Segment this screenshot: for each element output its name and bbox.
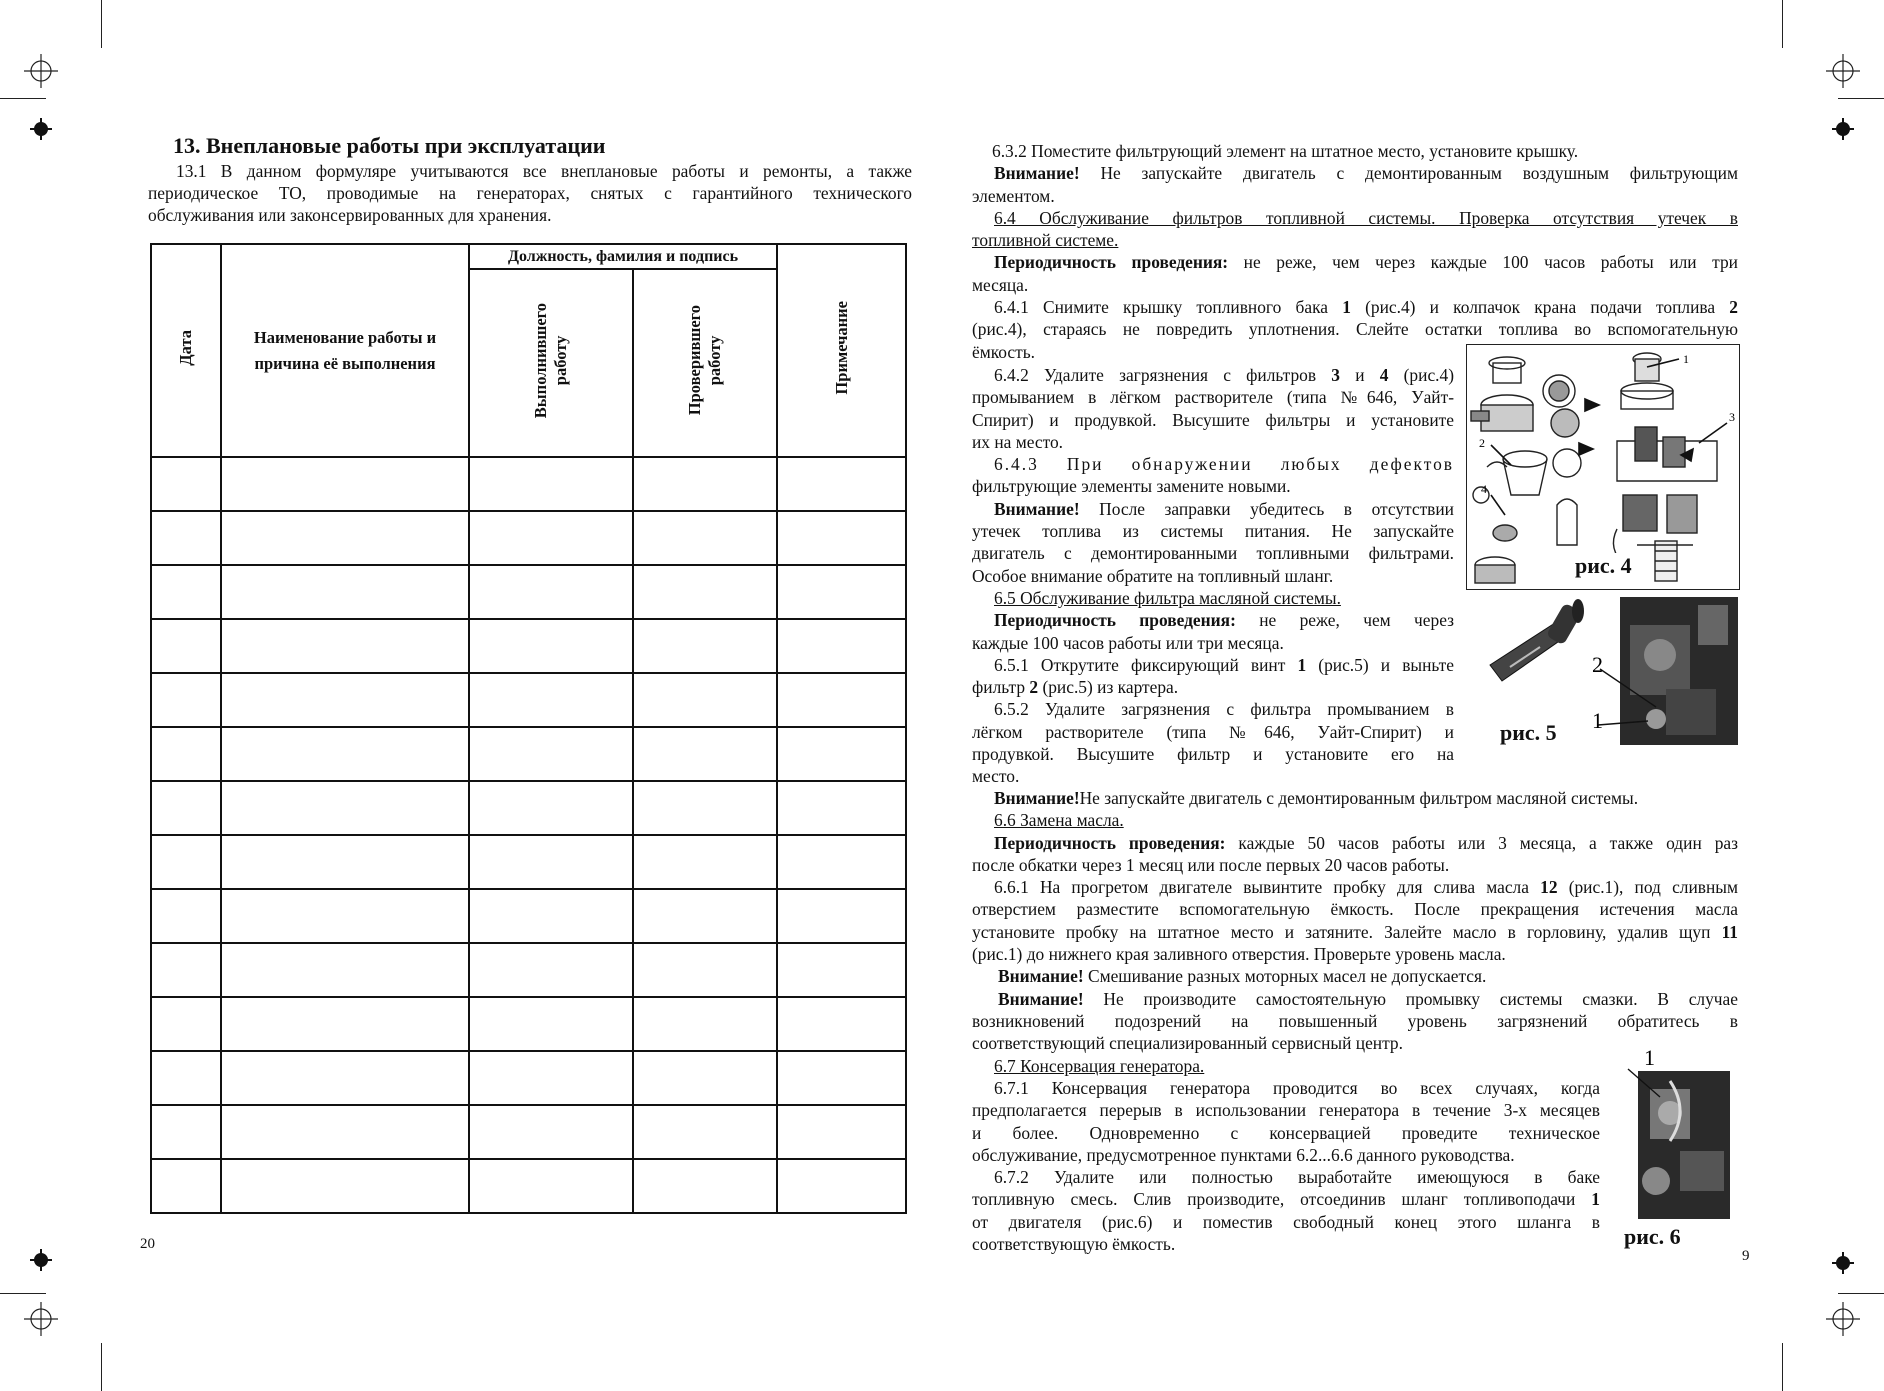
text-line: утечек топлива из системы питания. Не запускайте [972, 521, 1454, 542]
table-cell-empty[interactable] [469, 889, 633, 943]
text-line: установите пробку на штатное место и затяните. Залейте масло в горловину, удалив щуп 11 [972, 921, 1738, 942]
section-heading: 6.6 Замена масла. [994, 810, 1124, 831]
crop-mark [1782, 0, 1783, 48]
table-cell-empty[interactable] [221, 727, 469, 781]
text-line: после обкатки через 1 месяц или после первых 20 часов работы. [972, 854, 1450, 875]
table-cell-empty[interactable] [469, 673, 633, 727]
right-page-text-narrow-1 [972, 364, 1454, 788]
table-cell-empty[interactable] [469, 1051, 633, 1105]
text-line: ёмкость. [972, 341, 1036, 362]
text-line: Внимание! Не производите самостоятельную промывку системы смазки. В случае [998, 988, 1738, 1009]
registration-crosshair-icon [24, 1302, 58, 1336]
table-cell-empty[interactable] [221, 997, 469, 1051]
text-line: 6.4.2 Удалите загрязнения с фильтров 3 и 4 (рис.4) [994, 365, 1454, 385]
table-row [151, 673, 906, 727]
text-line: продувкой. Высушите фильтр и установите его на [972, 744, 1454, 765]
table-cell-empty[interactable] [777, 943, 906, 997]
table-cell-empty[interactable] [633, 1159, 777, 1213]
text-line: Внимание! После заправки убедитесь в отсутствии [994, 498, 1454, 519]
table-cell-empty[interactable] [151, 835, 221, 889]
table-cell-empty[interactable] [633, 1051, 777, 1105]
table-cell-empty[interactable] [469, 565, 633, 619]
table-cell-empty[interactable] [633, 619, 777, 673]
table-cell-empty[interactable] [221, 1105, 469, 1159]
table-row [151, 835, 906, 889]
table-cell-empty[interactable] [777, 835, 906, 889]
table-row [151, 1105, 906, 1159]
table-cell-empty[interactable] [151, 1051, 221, 1105]
table-cell-empty[interactable] [221, 781, 469, 835]
figure-label: 1 [1592, 708, 1603, 733]
figure-caption: рис. 5 [1500, 720, 1557, 745]
table-row [151, 565, 906, 619]
text-line: место. [972, 766, 1020, 787]
table-cell-empty[interactable] [469, 727, 633, 781]
table-cell-empty[interactable] [777, 673, 906, 727]
figure-label: 2 [1592, 652, 1603, 677]
column-group-header-signature: Должность, фамилия и подпись [469, 244, 777, 269]
text-line: Внимание! Смешивание разных моторных масел не допускается. [998, 966, 1487, 987]
table-cell-empty[interactable] [469, 511, 633, 565]
table-cell-empty[interactable] [221, 457, 469, 511]
registration-dot-icon [34, 122, 48, 136]
text-line: предполагается перерыв в использовании генератора в течение 3-х месяцев [972, 1100, 1600, 1121]
table-cell-empty[interactable] [633, 1105, 777, 1159]
figure-4-fuel-filters [1466, 344, 1740, 590]
crop-mark [1782, 1343, 1783, 1391]
table-cell-empty[interactable] [151, 565, 221, 619]
crop-mark [101, 1343, 102, 1391]
table-cell-empty[interactable] [151, 997, 221, 1051]
page-number: 20 [140, 1236, 155, 1252]
table-cell-empty[interactable] [151, 619, 221, 673]
table-cell-empty[interactable] [777, 727, 906, 781]
fuel-hose-illustration-icon [1620, 1041, 1730, 1219]
text-line: промыванием в лёгком растворителе (типа №646, Уайт- [972, 387, 1454, 408]
table-cell-empty[interactable] [151, 943, 221, 997]
table-cell-empty[interactable] [221, 1051, 469, 1105]
table-cell-empty[interactable] [777, 619, 906, 673]
table-row [151, 997, 906, 1051]
registration-dot-icon [1836, 122, 1850, 136]
maintenance-log-table [150, 243, 907, 1214]
text-line: 6.5.2 Удалите загрязнения с фильтра промыванием в [994, 699, 1454, 720]
figure-caption: рис. 6 [1624, 1224, 1681, 1249]
table-row [151, 1051, 906, 1105]
intro-paragraph [148, 160, 912, 226]
table-cell-empty[interactable] [469, 457, 633, 511]
text-line: двигатель с демонтированными топливными фильтрами. [972, 543, 1454, 564]
figure-label: 3 [1729, 410, 1735, 424]
section-heading: 6.5 Обслуживание фильтра масляной системы. [994, 587, 1341, 608]
text-line: элементом. [972, 185, 1055, 206]
text-line: (рис.1) до нижнего края заливного отверстия. Проверьте уровень масла. [972, 944, 1506, 965]
text-line: и более. Одновременно с консервацией проведите техническое [972, 1122, 1600, 1143]
right-page-text-full [972, 140, 1738, 363]
table-cell-empty[interactable] [633, 457, 777, 511]
text-line: соответствующую ёмкость. [972, 1234, 1176, 1255]
column-header-performed-by: Выполнившего работу [469, 269, 633, 457]
table-cell-empty[interactable] [633, 997, 777, 1051]
table-cell-empty[interactable] [777, 889, 906, 943]
table-cell-empty[interactable] [221, 673, 469, 727]
table-row [151, 889, 906, 943]
page-number: 9 [1742, 1248, 1750, 1264]
text-line: их на место. [972, 431, 1064, 452]
table-cell-empty[interactable] [777, 1105, 906, 1159]
table-cell-empty[interactable] [151, 511, 221, 565]
table-cell-empty[interactable] [221, 511, 469, 565]
text-line: фильтр 2 (рис.5) из картера. [972, 677, 1179, 698]
text-line: каждые 100 часов работы или три месяца. [972, 632, 1284, 653]
table-cell-empty[interactable] [777, 997, 906, 1051]
table-cell-empty[interactable] [221, 835, 469, 889]
text-line: обслуживание, предусмотренное пунктами 6.2...6.6 данного руководства. [972, 1144, 1515, 1165]
text-line: Периодичность проведения: не реже, чем через каждые 100 часов работы или три [994, 252, 1738, 273]
table-cell-empty[interactable] [777, 1051, 906, 1105]
text-line: Спирит) и продувкой. Высушите фильтры и установите [972, 409, 1454, 430]
text-line: (рис.4), стараясь не повредить уплотнения. Слейте остатки топлива во вспомогательную [972, 319, 1738, 340]
intro-line: периодическое ТО, проводимые на генераторах, снятых с гарантийного технического [148, 183, 912, 203]
column-header-note: Примечание [777, 244, 906, 457]
table-cell-empty[interactable] [469, 1105, 633, 1159]
section-heading: 6.7 Консервация генератора. [994, 1055, 1205, 1076]
table-row [151, 727, 906, 781]
intro-line: 13.1 В данном формуляре учитываются все внеплановые работы и ремонты, а также [176, 161, 912, 181]
table-cell-empty[interactable] [469, 943, 633, 997]
table-cell-empty[interactable] [151, 457, 221, 511]
table-cell-empty[interactable] [469, 781, 633, 835]
table-row [151, 943, 906, 997]
text-line: 6.3.2 Поместите фильтрующий элемент на штатное место, установите крышку. [992, 141, 1579, 161]
figure-label: 1 [1644, 1045, 1655, 1070]
section-heading: топливной системе. [972, 230, 1119, 251]
right-page-text-narrow-2 [972, 1077, 1600, 1255]
table-cell-empty[interactable] [633, 943, 777, 997]
table-cell-empty[interactable] [633, 565, 777, 619]
table-cell-empty[interactable] [777, 457, 906, 511]
text-line: от двигателя (рис.6) и поместив свободный конец этого шланга в [972, 1211, 1600, 1232]
table-cell-empty[interactable] [151, 1159, 221, 1213]
text-line: фильтрующие элементы замените новыми. [972, 476, 1291, 497]
table-cell-empty[interactable] [221, 1159, 469, 1213]
text-line: топливную смесь. Слив производите, отсоединив шланг топливоподачи 1 [972, 1189, 1600, 1210]
crop-mark [0, 1293, 46, 1294]
crop-mark [1838, 98, 1884, 99]
registration-dot-icon [34, 1253, 48, 1267]
column-header-work-name: Наименование работы и причина её выполнения [221, 244, 469, 457]
crop-mark [1838, 1293, 1884, 1294]
right-page-text-full-2 [972, 787, 1738, 1077]
table-cell-empty[interactable] [221, 889, 469, 943]
crop-mark [0, 98, 46, 99]
text-line: Периодичность проведения: не реже, чем через [994, 610, 1454, 631]
table-cell-empty[interactable] [469, 1159, 633, 1213]
table-cell-empty[interactable] [151, 673, 221, 727]
text-line: отверстием разместите вспомогательную ёмкость. После прекращения истечения масла [972, 899, 1738, 920]
table-cell-empty[interactable] [633, 835, 777, 889]
table-cell-empty[interactable] [221, 943, 469, 997]
table-row [151, 511, 906, 565]
table-cell-empty[interactable] [151, 781, 221, 835]
table-row [151, 457, 906, 511]
table-cell-empty[interactable] [221, 619, 469, 673]
table-cell-empty[interactable] [633, 511, 777, 565]
crop-mark [101, 0, 102, 48]
table-cell-empty[interactable] [777, 781, 906, 835]
figure-label: 1 [1683, 352, 1689, 366]
text-line: Особое внимание обратите на топливный шланг. [972, 565, 1334, 586]
text-line: 6.5.1 Открутите фиксирующий винт 1 (рис.5) и выньте [994, 654, 1454, 675]
figure-label: 4 [1481, 482, 1487, 496]
table-cell-empty[interactable] [633, 889, 777, 943]
table-cell-empty[interactable] [777, 511, 906, 565]
table-row [151, 1159, 906, 1213]
text-line: 6.7.1 Консервация генератора проводится во всех случаях, когда [994, 1078, 1600, 1098]
table-cell-empty[interactable] [151, 727, 221, 781]
registration-crosshair-icon [1826, 54, 1860, 88]
column-header-date: Дата [151, 244, 221, 457]
table-cell-empty[interactable] [777, 565, 906, 619]
text-line: соответствующий специализированный сервисный центр. [972, 1033, 1403, 1054]
figure-label: 2 [1479, 436, 1485, 450]
text-line: 6.7.2 Удалите или полностью выработайте имеющуюся в баке [994, 1167, 1600, 1188]
text-line: 6.4.1 Снимите крышку топливного бака 1 (рис.4) и колпачок крана подачи топлива 2 [994, 297, 1738, 318]
figure-caption: рис. 4 [1571, 553, 1636, 579]
text-line: Внимание!Не запускайте двигатель с демонтированным фильтром масляной системы. [994, 788, 1639, 808]
table-cell-empty[interactable] [777, 1159, 906, 1213]
intro-line: обслуживания или законсервированных для хранения. [148, 205, 552, 225]
registration-dot-icon [1836, 1256, 1850, 1270]
table-row [151, 781, 906, 835]
column-header-checked-by: Проверившего работу [633, 269, 777, 457]
page-title: 13. Внеплановые работы при эксплуатации [173, 133, 606, 158]
table-cell-empty[interactable] [469, 835, 633, 889]
text-line: 6.4.3 При обнаружении любых дефектов [994, 454, 1454, 475]
registration-crosshair-icon [1826, 1302, 1860, 1336]
table-row [151, 619, 906, 673]
table-cell-empty[interactable] [469, 619, 633, 673]
registration-crosshair-icon [24, 54, 58, 88]
table-cell-empty[interactable] [151, 889, 221, 943]
text-line: месяца. [972, 274, 1029, 295]
table-cell-empty[interactable] [633, 727, 777, 781]
text-line: Периодичность проведения: каждые 50 часов работы или 3 месяца, а также один раз [994, 832, 1738, 853]
table-cell-empty[interactable] [633, 781, 777, 835]
text-line: возникновений подозрений на повышенный уровень загрязнений обратитесь в [972, 1010, 1738, 1031]
text-line: Внимание! Не запускайте двигатель с демонтированным воздушным фильтрующим [994, 163, 1738, 184]
table-cell-empty[interactable] [469, 997, 633, 1051]
table-cell-empty[interactable] [221, 565, 469, 619]
table-cell-empty[interactable] [151, 1105, 221, 1159]
figure-6-fuel-hose [1620, 1041, 1730, 1219]
table-cell-empty[interactable] [633, 673, 777, 727]
text-line: 6.6.1 На прогретом двигателе вывинтите пробку для слива масла 12 (рис.1), под сливным [994, 877, 1738, 898]
section-heading: 6.4 Обслуживание фильтров топливной системы. Проверка отсутствия утечек в [994, 207, 1738, 228]
text-line: лёгком растворителе (типа №646, Уайт-Спирит) и [972, 721, 1454, 742]
